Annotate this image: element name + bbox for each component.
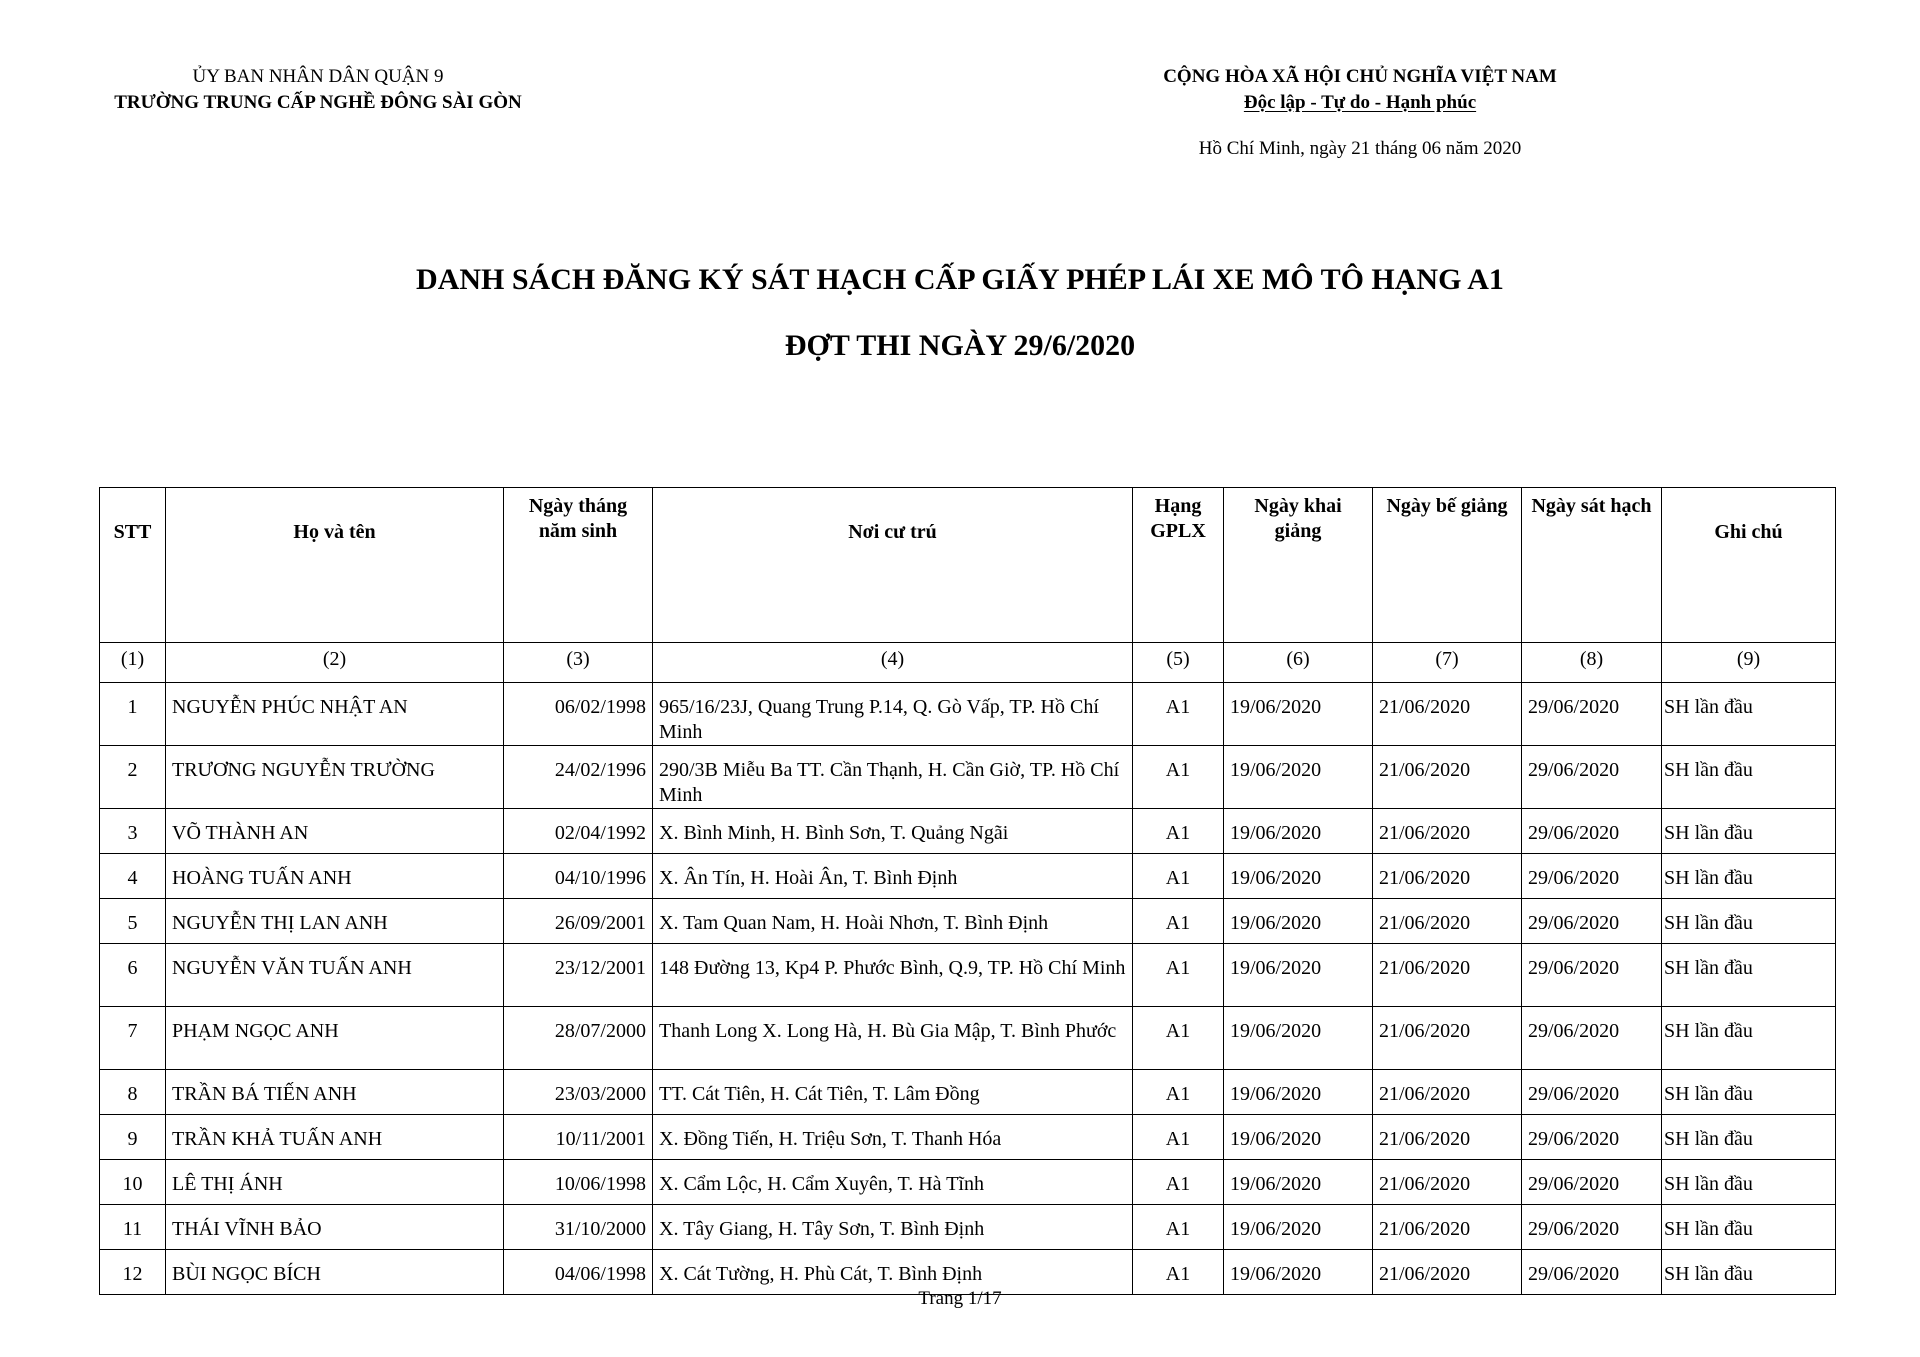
header-address: Nơi cư trú <box>653 488 1133 643</box>
column-number: (4) <box>653 643 1133 683</box>
table-header-row <box>100 488 1836 643</box>
cell-rank: A1 <box>1133 1250 1224 1295</box>
cell-address: X. Đồng Tiến, H. Triệu Sơn, T. Thanh Hóa <box>653 1115 1133 1160</box>
cell-open-date: 19/06/2020 <box>1224 1250 1373 1295</box>
issuer-block <box>68 64 568 116</box>
cell-close-date: 21/06/2020 <box>1373 1007 1522 1070</box>
cell-rank: A1 <box>1133 746 1224 809</box>
cell-exam-date: 29/06/2020 <box>1522 809 1662 854</box>
column-number: (2) <box>166 643 504 683</box>
cell-note: SH lần đầu <box>1662 944 1836 1007</box>
cell-open-date: 19/06/2020 <box>1224 1160 1373 1205</box>
header-name: Họ và tên <box>166 488 504 643</box>
cell-dob: 26/09/2001 <box>504 899 653 944</box>
table-row <box>100 899 1836 944</box>
column-number-row <box>100 643 1836 683</box>
cell-address: X. Cát Tường, H. Phù Cát, T. Bình Định <box>653 1250 1133 1295</box>
cell-exam-date: 29/06/2020 <box>1522 1115 1662 1160</box>
cell-dob: 28/07/2000 <box>504 1007 653 1070</box>
issuer-authority: ỦY BAN NHÂN DÂN QUẬN 9 <box>192 66 444 87</box>
table-row <box>100 1070 1836 1115</box>
table-row <box>100 1007 1836 1070</box>
cell-rank: A1 <box>1133 809 1224 854</box>
cell-name: NGUYỄN THỊ LAN ANH <box>166 899 504 944</box>
column-number: (8) <box>1522 643 1662 683</box>
cell-stt: 10 <box>100 1160 166 1205</box>
table-row <box>100 683 1836 746</box>
cell-stt: 3 <box>100 809 166 854</box>
cell-exam-date: 29/06/2020 <box>1522 1070 1662 1115</box>
cell-close-date: 21/06/2020 <box>1373 746 1522 809</box>
table-row <box>100 1160 1836 1205</box>
cell-open-date: 19/06/2020 <box>1224 1115 1373 1160</box>
cell-rank: A1 <box>1133 854 1224 899</box>
cell-close-date: 21/06/2020 <box>1373 809 1522 854</box>
cell-note: SH lần đầu <box>1662 746 1836 809</box>
cell-name: PHẠM NGỌC ANH <box>166 1007 504 1070</box>
cell-name: LÊ THỊ ÁNH <box>166 1160 504 1205</box>
cell-exam-date: 29/06/2020 <box>1522 899 1662 944</box>
document-title: DANH SÁCH ĐĂNG KÝ SÁT HẠCH CẤP GIẤY PHÉP LÁI XE MÔ TÔ HẠNG A1 <box>416 263 1504 296</box>
cell-stt: 1 <box>100 683 166 746</box>
cell-address: Thanh Long X. Long Hà, H. Bù Gia Mập, T. Bình Phước <box>653 1007 1133 1070</box>
cell-exam-date: 29/06/2020 <box>1522 854 1662 899</box>
cell-exam-date: 29/06/2020 <box>1522 1250 1662 1295</box>
cell-stt: 7 <box>100 1007 166 1070</box>
cell-stt: 9 <box>100 1115 166 1160</box>
cell-exam-date: 29/06/2020 <box>1522 1160 1662 1205</box>
header-rank: Hạng GPLX <box>1133 488 1224 643</box>
cell-note: SH lần đầu <box>1662 854 1836 899</box>
cell-dob: 10/06/1998 <box>504 1160 653 1205</box>
header-note: Ghi chú <box>1662 488 1836 643</box>
cell-name: NGUYỄN VĂN TUẤN ANH <box>166 944 504 1007</box>
issuer-school: TRƯỜNG TRUNG CẤP NGHỀ ĐÔNG SÀI GÒN <box>114 92 522 113</box>
column-number: (7) <box>1373 643 1522 683</box>
cell-rank: A1 <box>1133 1205 1224 1250</box>
cell-dob: 24/02/1996 <box>504 746 653 809</box>
cell-dob: 02/04/1992 <box>504 809 653 854</box>
column-number: (3) <box>504 643 653 683</box>
cell-exam-date: 29/06/2020 <box>1522 1007 1662 1070</box>
table-row <box>100 944 1836 1007</box>
cell-dob: 10/11/2001 <box>504 1115 653 1160</box>
cell-address: X. Tây Giang, H. Tây Sơn, T. Bình Định <box>653 1205 1133 1250</box>
cell-rank: A1 <box>1133 1160 1224 1205</box>
cell-name: NGUYỄN PHÚC NHẬT AN <box>166 683 504 746</box>
cell-open-date: 19/06/2020 <box>1224 944 1373 1007</box>
cell-stt: 12 <box>100 1250 166 1295</box>
cell-address: X. Cẩm Lộc, H. Cẩm Xuyên, T. Hà Tĩnh <box>653 1160 1133 1205</box>
cell-stt: 6 <box>100 944 166 1007</box>
table-row <box>100 746 1836 809</box>
cell-name: TRẦN KHẢ TUẤN ANH <box>166 1115 504 1160</box>
header-exam-date: Ngày sát hạch <box>1522 488 1662 643</box>
cell-exam-date: 29/06/2020 <box>1522 1205 1662 1250</box>
cell-dob: 04/06/1998 <box>504 1250 653 1295</box>
table-row <box>100 1115 1836 1160</box>
national-motto: Độc lập - Tự do - Hạnh phúc <box>1243 92 1477 113</box>
cell-rank: A1 <box>1133 1007 1224 1070</box>
cell-close-date: 21/06/2020 <box>1373 1160 1522 1205</box>
cell-name: TRƯƠNG NGUYỄN TRƯỜNG <box>166 746 504 809</box>
cell-rank: A1 <box>1133 944 1224 1007</box>
cell-close-date: 21/06/2020 <box>1373 1205 1522 1250</box>
cell-name: VÕ THÀNH AN <box>166 809 504 854</box>
cell-close-date: 21/06/2020 <box>1373 944 1522 1007</box>
cell-name: BÙI NGỌC BÍCH <box>166 1250 504 1295</box>
cell-close-date: 21/06/2020 <box>1373 899 1522 944</box>
national-name: CỘNG HÒA XÃ HỘI CHỦ NGHĨA VIỆT NAM <box>1163 66 1557 87</box>
header-open-date: Ngày khai giảng <box>1224 488 1373 643</box>
cell-address: 148 Đường 13, Kp4 P. Phước Bình, Q.9, TP. Hồ Chí Minh <box>653 944 1133 1007</box>
cell-open-date: 19/06/2020 <box>1224 1205 1373 1250</box>
cell-rank: A1 <box>1133 1115 1224 1160</box>
column-number: (5) <box>1133 643 1224 683</box>
cell-rank: A1 <box>1133 899 1224 944</box>
cell-close-date: 21/06/2020 <box>1373 854 1522 899</box>
cell-close-date: 21/06/2020 <box>1373 683 1522 746</box>
table-row <box>100 854 1836 899</box>
cell-note: SH lần đầu <box>1662 1205 1836 1250</box>
cell-note: SH lần đầu <box>1662 899 1836 944</box>
column-number: (1) <box>100 643 166 683</box>
document-subtitle: ĐỢT THI NGÀY 29/6/2020 <box>784 329 1136 362</box>
cell-address: TT. Cát Tiên, H. Cát Tiên, T. Lâm Đồng <box>653 1070 1133 1115</box>
cell-open-date: 19/06/2020 <box>1224 683 1373 746</box>
cell-stt: 2 <box>100 746 166 809</box>
cell-dob: 23/03/2000 <box>504 1070 653 1115</box>
cell-dob: 23/12/2001 <box>504 944 653 1007</box>
page-number: Trang 1/17 <box>918 1288 1002 1309</box>
table-row <box>100 1205 1836 1250</box>
cell-note: SH lần đầu <box>1662 683 1836 746</box>
cell-address: 290/3B Miễu Ba TT. Cần Thạnh, H. Cần Giờ, TP. Hồ Chí Minh <box>653 746 1133 809</box>
cell-stt: 11 <box>100 1205 166 1250</box>
cell-note: SH lần đầu <box>1662 809 1836 854</box>
cell-stt: 8 <box>100 1070 166 1115</box>
cell-open-date: 19/06/2020 <box>1224 809 1373 854</box>
cell-stt: 4 <box>100 854 166 899</box>
cell-address: X. Bình Minh, H. Bình Sơn, T. Quảng Ngãi <box>653 809 1133 854</box>
cell-dob: 04/10/1996 <box>504 854 653 899</box>
cell-note: SH lần đầu <box>1662 1070 1836 1115</box>
cell-exam-date: 29/06/2020 <box>1522 683 1662 746</box>
cell-rank: A1 <box>1133 683 1224 746</box>
cell-note: SH lần đầu <box>1662 1250 1836 1295</box>
national-motto-block <box>1100 64 1620 116</box>
cell-exam-date: 29/06/2020 <box>1522 944 1662 1007</box>
cell-name: HOÀNG TUẤN ANH <box>166 854 504 899</box>
cell-note: SH lần đầu <box>1662 1007 1836 1070</box>
cell-open-date: 19/06/2020 <box>1224 1070 1373 1115</box>
cell-open-date: 19/06/2020 <box>1224 854 1373 899</box>
registration-table <box>99 487 1836 1295</box>
column-number: (9) <box>1662 643 1836 683</box>
cell-name: TRẦN BÁ TIẾN ANH <box>166 1070 504 1115</box>
cell-name: THÁI VĨNH BẢO <box>166 1205 504 1250</box>
cell-exam-date: 29/06/2020 <box>1522 746 1662 809</box>
cell-open-date: 19/06/2020 <box>1224 746 1373 809</box>
cell-open-date: 19/06/2020 <box>1224 899 1373 944</box>
cell-note: SH lần đầu <box>1662 1160 1836 1205</box>
cell-close-date: 21/06/2020 <box>1373 1070 1522 1115</box>
header-close-date: Ngày bế giảng <box>1373 488 1522 643</box>
cell-stt: 5 <box>100 899 166 944</box>
cell-address: X. Tam Quan Nam, H. Hoài Nhơn, T. Bình Định <box>653 899 1133 944</box>
cell-address: X. Ân Tín, H. Hoài Ân, T. Bình Định <box>653 854 1133 899</box>
document-date: Hồ Chí Minh, ngày 21 tháng 06 năm 2020 <box>1198 138 1522 159</box>
cell-dob: 06/02/1998 <box>504 683 653 746</box>
cell-dob: 31/10/2000 <box>504 1205 653 1250</box>
cell-rank: A1 <box>1133 1070 1224 1115</box>
header-dob: Ngày tháng năm sinh <box>504 488 653 643</box>
cell-note: SH lần đầu <box>1662 1115 1836 1160</box>
header-stt: STT <box>100 488 166 643</box>
cell-close-date: 21/06/2020 <box>1373 1115 1522 1160</box>
table-row <box>100 809 1836 854</box>
cell-address: 965/16/23J, Quang Trung P.14, Q. Gò Vấp, TP. Hồ Chí Minh <box>653 683 1133 746</box>
cell-close-date: 21/06/2020 <box>1373 1250 1522 1295</box>
cell-open-date: 19/06/2020 <box>1224 1007 1373 1070</box>
column-number: (6) <box>1224 643 1373 683</box>
